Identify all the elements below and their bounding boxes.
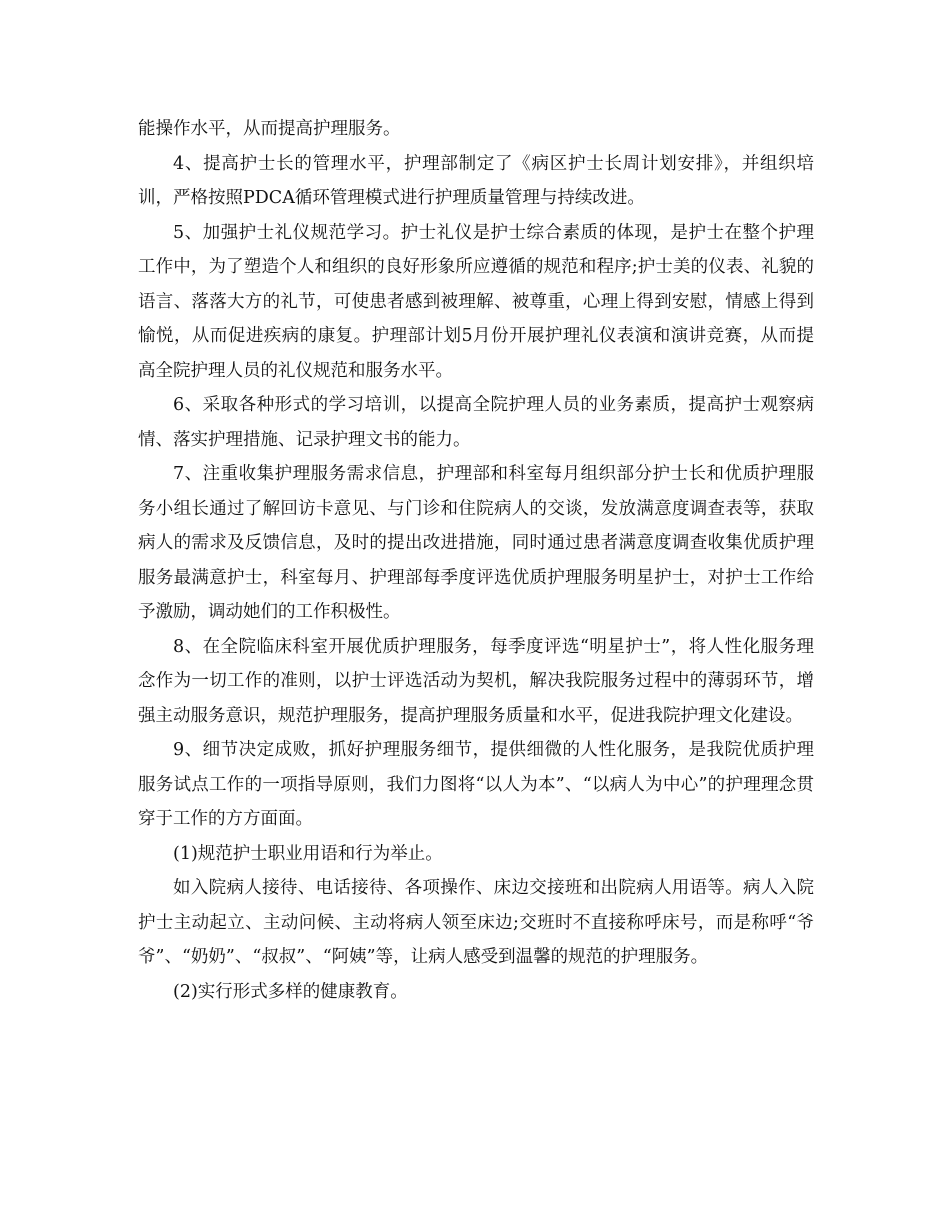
paragraph-sub-1-body: 如入院病人接待、电话接待、各项操作、床边交接班和出院病人用语等。病人入院护士主动起立、主动问候、主动将病人领至床边;交班时不直接称呼床号，而是称呼“爷爷”、“奶奶”、“叔叔”、“阿姨”等，让病人感受到温馨的规范的护理服务。 — [138, 878, 814, 967]
paragraph-item-8: 8、在全院临床科室开展优质护理服务，每季度评选“明星护士”，将人性化服务理念作为一切工作的准则，以护士评选活动为契机，解决我院服务过程中的薄弱环节，增强主动服务意识，规范护理服务，提高护理服务质量和水平，促进我院护理文化建设。 — [138, 636, 814, 726]
paragraph-item-5: 5、加强护士礼仪规范学习。护士礼仪是护士综合素质的体现，是护士在整个护理工作中，为了塑造个人和组织的良好形象所应遵循的规范和程序;护士美的仪表、礼貌的语言、落落大方的礼节，可使患者感到被理解、被尊重，心理上得到安慰，情感上得到愉悦，从而促进疾病的康复。护理部计划5月份开展护理礼仪表演和演讲竞赛，从而提高全院护理人员的礼仪规范和服务水平。 — [138, 222, 814, 381]
subheading-1: (1)规范护士职业用语和行为举止。 — [173, 843, 443, 864]
paragraph-item-7: 7、注重收集护理服务需求信息，护理部和科室每月组织部分护士长和优质护理服务小组长通过了解回访卡意见、与门诊和住院病人的交谈，发放满意度调查表等，获取病人的需求及反馈信息，及时的提出改进措施，同时通过患者满意度调查收集优质护理服务最满意护士，科室每月、护理部每季度评选优质护理服务明星护士，对护士工作给予激励，调动她们的工作积极性。 — [138, 464, 814, 622]
paragraph-item-6: 6、采取各种形式的学习培训，以提高全院护理人员的业务素质，提高护士观察病情、落实护理措施、记录护理文书的能力。 — [138, 395, 814, 450]
subheading-2: (2)实行形式多样的健康教育。 — [173, 981, 408, 1002]
paragraph-item-9: 9、细节决定成败，抓好护理服务细节，提供细微的人性化服务，是我院优质护理服务试点工作的一项指导原则，我们力图将“以人为本”、“以病人为中心”的护理理念贯穿于工作的方方面面。 — [138, 740, 814, 829]
document-page — [138, 112, 814, 1009]
paragraph-item-4: 4、提高护士长的管理水平，护理部制定了《病区护士长周计划安排》，并组织培训，严格按照PDCA循环管理模式进行护理质量管理与持续改进。 — [138, 153, 814, 208]
paragraph-continuation: 能操作水平，从而提高护理服务。 — [138, 119, 401, 139]
